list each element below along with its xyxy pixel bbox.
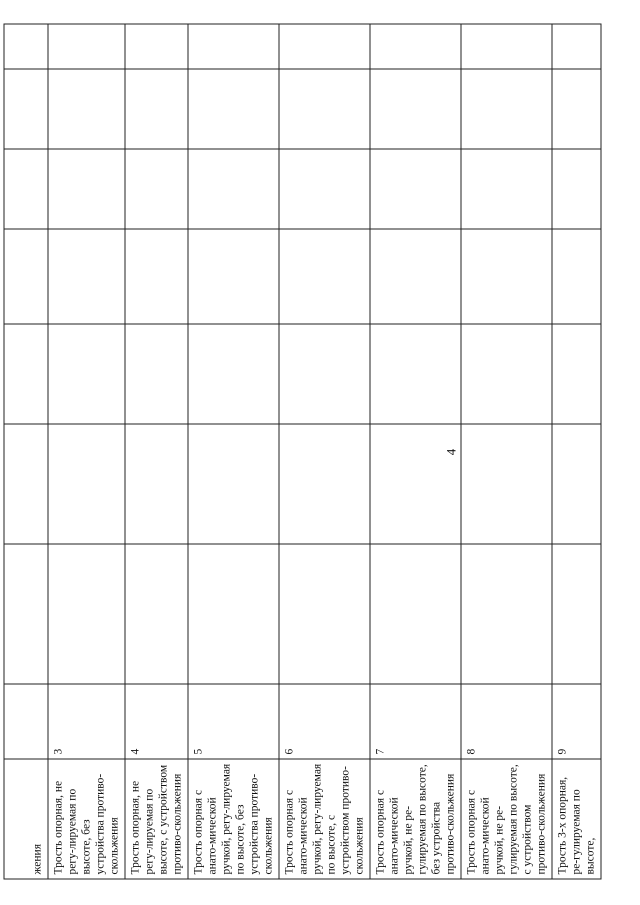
table-cell xyxy=(188,24,279,69)
table-cell xyxy=(188,149,279,229)
table-cell xyxy=(370,24,461,69)
table-cell xyxy=(48,424,125,544)
table-cell xyxy=(48,69,125,149)
table-cell xyxy=(125,229,188,324)
product-name-cell: Трость опорная с анато-мической ручкой, не ре-гулируемая по высоте, без устройства противо-скольжения xyxy=(370,759,461,879)
table-cell xyxy=(48,544,125,684)
row-number-cell: 6 xyxy=(279,684,370,759)
header-fragment-cell xyxy=(4,759,48,879)
table-cell xyxy=(188,424,279,544)
table-cell xyxy=(188,229,279,324)
table-row xyxy=(125,24,188,879)
table-row-header xyxy=(4,24,48,879)
products-table xyxy=(4,24,602,880)
table-cell xyxy=(125,24,188,69)
table-cell xyxy=(461,544,552,684)
table-cell xyxy=(552,229,601,324)
product-name-cell: Трость опорная с анато-мической ручкой, регу-лируемая по высоте, с устройством противо-скольжения xyxy=(279,759,370,879)
table-row xyxy=(48,24,125,879)
table-cell xyxy=(4,544,48,684)
table-cell xyxy=(4,684,48,759)
table-cell xyxy=(370,424,461,544)
table-cell xyxy=(48,149,125,229)
table-cell xyxy=(552,324,601,424)
table-cell xyxy=(188,544,279,684)
row-number-cell: 5 xyxy=(188,684,279,759)
row-number-cell: 9 xyxy=(552,684,601,759)
table-cell xyxy=(552,24,601,69)
table-cell xyxy=(461,424,552,544)
product-name-cell: Трость опорная, не регу-лируемая по высоте, с устройством противо-скольжения xyxy=(125,759,188,879)
table-cell xyxy=(279,149,370,229)
table-cell xyxy=(461,149,552,229)
table-cell xyxy=(4,424,48,544)
table-cell xyxy=(370,229,461,324)
table-cell xyxy=(279,424,370,544)
table-cell xyxy=(125,544,188,684)
product-name-cell: Трость опорная с анато-мической ручкой, регу-лируемая по высоте, без устройства противо-скольжения xyxy=(188,759,279,879)
table-cell xyxy=(279,544,370,684)
table-cell xyxy=(4,24,48,69)
table-cell xyxy=(279,229,370,324)
table-cell xyxy=(48,24,125,69)
table-cell xyxy=(125,149,188,229)
table-cell xyxy=(125,69,188,149)
table-cell xyxy=(188,69,279,149)
table-cell xyxy=(461,229,552,324)
table-cell xyxy=(370,69,461,149)
table-cell xyxy=(48,324,125,424)
table-row xyxy=(370,24,461,879)
table-cell xyxy=(370,324,461,424)
product-name-cell: Трость 3-х опорная, ре-гулируемая по высоте, xyxy=(552,759,601,879)
table-cell xyxy=(188,324,279,424)
table-cell xyxy=(370,149,461,229)
row-number-cell: 4 xyxy=(125,684,188,759)
table-cell xyxy=(4,69,48,149)
table-cell xyxy=(552,544,601,684)
table-cell xyxy=(552,149,601,229)
table-cell xyxy=(370,544,461,684)
table-row xyxy=(461,24,552,879)
table-row xyxy=(279,24,370,879)
row-number-cell: 3 xyxy=(48,684,125,759)
table-cell xyxy=(48,229,125,324)
rotated-table-wrapper xyxy=(4,25,597,880)
table-cell xyxy=(279,324,370,424)
table-cell xyxy=(279,69,370,149)
page-number: 4 xyxy=(443,448,459,456)
table-cell xyxy=(552,69,601,149)
product-name-cell: Трость опорная с анато-мической ручкой, не ре-гулируемая по высоте, с устройством противо-скольжения xyxy=(461,759,552,879)
table-row xyxy=(188,24,279,879)
table-cell xyxy=(279,24,370,69)
header-fragment: жения xyxy=(31,844,44,875)
row-number-cell: 8 xyxy=(461,684,552,759)
product-name-cell: Трость опорная, не регу-лируемая по высоте, без устройства противо-скольжения xyxy=(48,759,125,879)
table-cell xyxy=(4,229,48,324)
table-cell xyxy=(461,24,552,69)
table-cell xyxy=(552,424,601,544)
table-cell xyxy=(125,424,188,544)
table-cell xyxy=(125,324,188,424)
table-row xyxy=(552,24,601,879)
row-number-cell: 7 xyxy=(370,684,461,759)
table-cell xyxy=(4,149,48,229)
table-cell xyxy=(4,324,48,424)
table-cell xyxy=(461,324,552,424)
table-cell xyxy=(461,69,552,149)
